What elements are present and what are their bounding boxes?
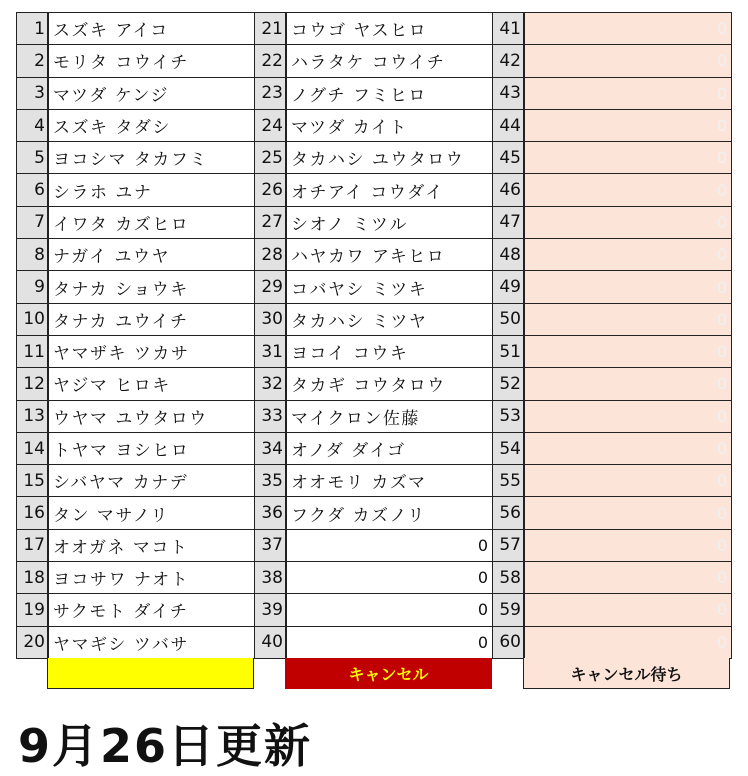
- participant-name-cell[interactable]: タカギ コウタロウ: [287, 368, 493, 400]
- row-number[interactable]: 35: [255, 465, 287, 497]
- row-number[interactable]: 41: [493, 13, 525, 45]
- waitlist-cell[interactable]: 0: [525, 78, 732, 110]
- participant-name-cell[interactable]: オノダ ダイゴ: [287, 433, 493, 465]
- waitlist-cell[interactable]: 0: [525, 401, 732, 433]
- row-number[interactable]: 4: [17, 110, 49, 142]
- row-number[interactable]: 13: [17, 401, 49, 433]
- row-number[interactable]: 21: [255, 13, 287, 45]
- waitlist-cell[interactable]: 0: [525, 497, 732, 529]
- waitlist-cell[interactable]: 0: [525, 465, 732, 497]
- row-number[interactable]: 11: [17, 336, 49, 368]
- participant-name-cell[interactable]: シラホ ユナ: [49, 174, 255, 206]
- row-number[interactable]: 56: [493, 497, 525, 529]
- participant-name-cell[interactable]: タン マサノリ: [49, 497, 255, 529]
- waitlist-cell[interactable]: 0: [525, 304, 732, 336]
- row-number[interactable]: 14: [17, 433, 49, 465]
- row-number[interactable]: 25: [255, 142, 287, 174]
- row-number[interactable]: 8: [17, 239, 49, 271]
- empty-value-cell[interactable]: 0: [287, 530, 493, 562]
- participant-name-cell[interactable]: フクダ カズノリ: [287, 497, 493, 529]
- legend-cancel: キャンセル: [285, 658, 492, 689]
- empty-value-cell[interactable]: 0: [287, 627, 493, 659]
- participant-name-cell[interactable]: コバヤシ ミツキ: [287, 271, 493, 303]
- row-number[interactable]: 2: [17, 45, 49, 77]
- participant-name-cell[interactable]: ノグチ フミヒロ: [287, 78, 493, 110]
- row-number[interactable]: 60: [493, 627, 525, 659]
- participant-name-cell[interactable]: オオモリ カズマ: [287, 465, 493, 497]
- participant-name-cell[interactable]: オオガネ マコト: [49, 530, 255, 562]
- waitlist-cell[interactable]: 0: [525, 142, 732, 174]
- row-number[interactable]: 40: [255, 627, 287, 659]
- row-number[interactable]: 3: [17, 78, 49, 110]
- row-number[interactable]: 24: [255, 110, 287, 142]
- row-number[interactable]: 29: [255, 271, 287, 303]
- row-number[interactable]: 30: [255, 304, 287, 336]
- waitlist-cell[interactable]: 0: [525, 368, 732, 400]
- row-number[interactable]: 28: [255, 239, 287, 271]
- participant-name-cell[interactable]: ハヤカワ アキヒロ: [287, 239, 493, 271]
- row-number[interactable]: 55: [493, 465, 525, 497]
- row-number[interactable]: 18: [17, 562, 49, 594]
- participant-name-cell[interactable]: スズキ アイコ: [49, 13, 255, 45]
- participant-sheet: [16, 12, 732, 659]
- row-number[interactable]: 20: [17, 627, 49, 659]
- waitlist-cell[interactable]: 0: [525, 110, 732, 142]
- waitlist-cell[interactable]: 0: [525, 433, 732, 465]
- row-number[interactable]: 50: [493, 304, 525, 336]
- participant-name-cell[interactable]: ウヤマ ユウタロウ: [49, 401, 255, 433]
- participant-name-cell[interactable]: マツダ カイト: [287, 110, 493, 142]
- row-number[interactable]: 47: [493, 207, 525, 239]
- row-number[interactable]: 32: [255, 368, 287, 400]
- participant-name-cell[interactable]: ヨコイ コウキ: [287, 336, 493, 368]
- legend-yellow-swatch: [47, 658, 254, 689]
- participant-name-cell[interactable]: シバヤマ カナデ: [49, 465, 255, 497]
- row-number[interactable]: 1: [17, 13, 49, 45]
- row-number[interactable]: 37: [255, 530, 287, 562]
- row-number[interactable]: 31: [255, 336, 287, 368]
- row-number[interactable]: 22: [255, 45, 287, 77]
- waitlist-cell[interactable]: 0: [525, 627, 732, 659]
- row-number[interactable]: 43: [493, 78, 525, 110]
- participant-name-cell[interactable]: スズキ タダシ: [49, 110, 255, 142]
- row-number[interactable]: 7: [17, 207, 49, 239]
- row-number[interactable]: 19: [17, 594, 49, 626]
- row-number[interactable]: 44: [493, 110, 525, 142]
- waitlist-cell[interactable]: 0: [525, 271, 732, 303]
- participant-name-cell[interactable]: モリタ コウイチ: [49, 45, 255, 77]
- row-number[interactable]: 54: [493, 433, 525, 465]
- participant-name-cell[interactable]: イワタ カズヒロ: [49, 207, 255, 239]
- participant-name-cell[interactable]: マツダ ケンジ: [49, 78, 255, 110]
- participant-name-cell[interactable]: オチアイ コウダイ: [287, 174, 493, 206]
- participant-name-cell[interactable]: ヨコシマ タカフミ: [49, 142, 255, 174]
- participant-name-cell[interactable]: コウゴ ヤスヒロ: [287, 13, 493, 45]
- row-number[interactable]: 46: [493, 174, 525, 206]
- row-number[interactable]: 26: [255, 174, 287, 206]
- row-number[interactable]: 27: [255, 207, 287, 239]
- waitlist-cell[interactable]: 0: [525, 13, 732, 45]
- waitlist-cell[interactable]: 0: [525, 562, 732, 594]
- row-number[interactable]: 48: [493, 239, 525, 271]
- waitlist-cell[interactable]: 0: [525, 336, 732, 368]
- participant-name-cell[interactable]: ヨコサワ ナオト: [49, 562, 255, 594]
- update-date-title: 9月26日更新: [18, 719, 313, 773]
- row-number[interactable]: 42: [493, 45, 525, 77]
- participant-name-cell[interactable]: タナカ ショウキ: [49, 271, 255, 303]
- row-number[interactable]: 6: [17, 174, 49, 206]
- waitlist-cell[interactable]: 0: [525, 45, 732, 77]
- waitlist-cell[interactable]: 0: [525, 174, 732, 206]
- row-number[interactable]: 49: [493, 271, 525, 303]
- participant-name-cell[interactable]: ヤジマ ヒロキ: [49, 368, 255, 400]
- participant-name-cell[interactable]: ヤマギシ ツバサ: [49, 627, 255, 659]
- row-number[interactable]: 12: [17, 368, 49, 400]
- waitlist-cell[interactable]: 0: [525, 594, 732, 626]
- participant-name-cell[interactable]: マイクロン佐藤: [287, 401, 493, 433]
- participant-name-cell[interactable]: ナガイ ユウヤ: [49, 239, 255, 271]
- participant-name-cell[interactable]: タナカ ユウイチ: [49, 304, 255, 336]
- empty-value-cell[interactable]: 0: [287, 594, 493, 626]
- participant-name-cell[interactable]: トヤマ ヨシヒロ: [49, 433, 255, 465]
- row-number[interactable]: 59: [493, 594, 525, 626]
- row-number[interactable]: 52: [493, 368, 525, 400]
- waitlist-cell[interactable]: 0: [525, 239, 732, 271]
- row-number[interactable]: 16: [17, 497, 49, 529]
- row-number[interactable]: 17: [17, 530, 49, 562]
- row-number[interactable]: 36: [255, 497, 287, 529]
- waitlist-cell[interactable]: 0: [525, 207, 732, 239]
- participant-name-cell[interactable]: タカハシ ミツヤ: [287, 304, 493, 336]
- row-number[interactable]: 45: [493, 142, 525, 174]
- empty-value-cell[interactable]: 0: [287, 562, 493, 594]
- row-number[interactable]: 33: [255, 401, 287, 433]
- row-number[interactable]: 34: [255, 433, 287, 465]
- row-number[interactable]: 58: [493, 562, 525, 594]
- legend-waitlist: キャンセル待ち: [523, 658, 730, 689]
- row-number[interactable]: 51: [493, 336, 525, 368]
- row-number[interactable]: 53: [493, 401, 525, 433]
- row-number[interactable]: 5: [17, 142, 49, 174]
- row-number[interactable]: 9: [17, 271, 49, 303]
- row-number[interactable]: 38: [255, 562, 287, 594]
- waitlist-cell[interactable]: 0: [525, 530, 732, 562]
- participant-name-cell[interactable]: ハラタケ コウイチ: [287, 45, 493, 77]
- row-number[interactable]: 15: [17, 465, 49, 497]
- row-number[interactable]: 23: [255, 78, 287, 110]
- row-number[interactable]: 39: [255, 594, 287, 626]
- participant-name-cell[interactable]: タカハシ ユウタロウ: [287, 142, 493, 174]
- row-number[interactable]: 57: [493, 530, 525, 562]
- row-number[interactable]: 10: [17, 304, 49, 336]
- participant-name-cell[interactable]: サクモト ダイチ: [49, 594, 255, 626]
- participant-name-cell[interactable]: ヤマザキ ツカサ: [49, 336, 255, 368]
- participant-name-cell[interactable]: シオノ ミツル: [287, 207, 493, 239]
